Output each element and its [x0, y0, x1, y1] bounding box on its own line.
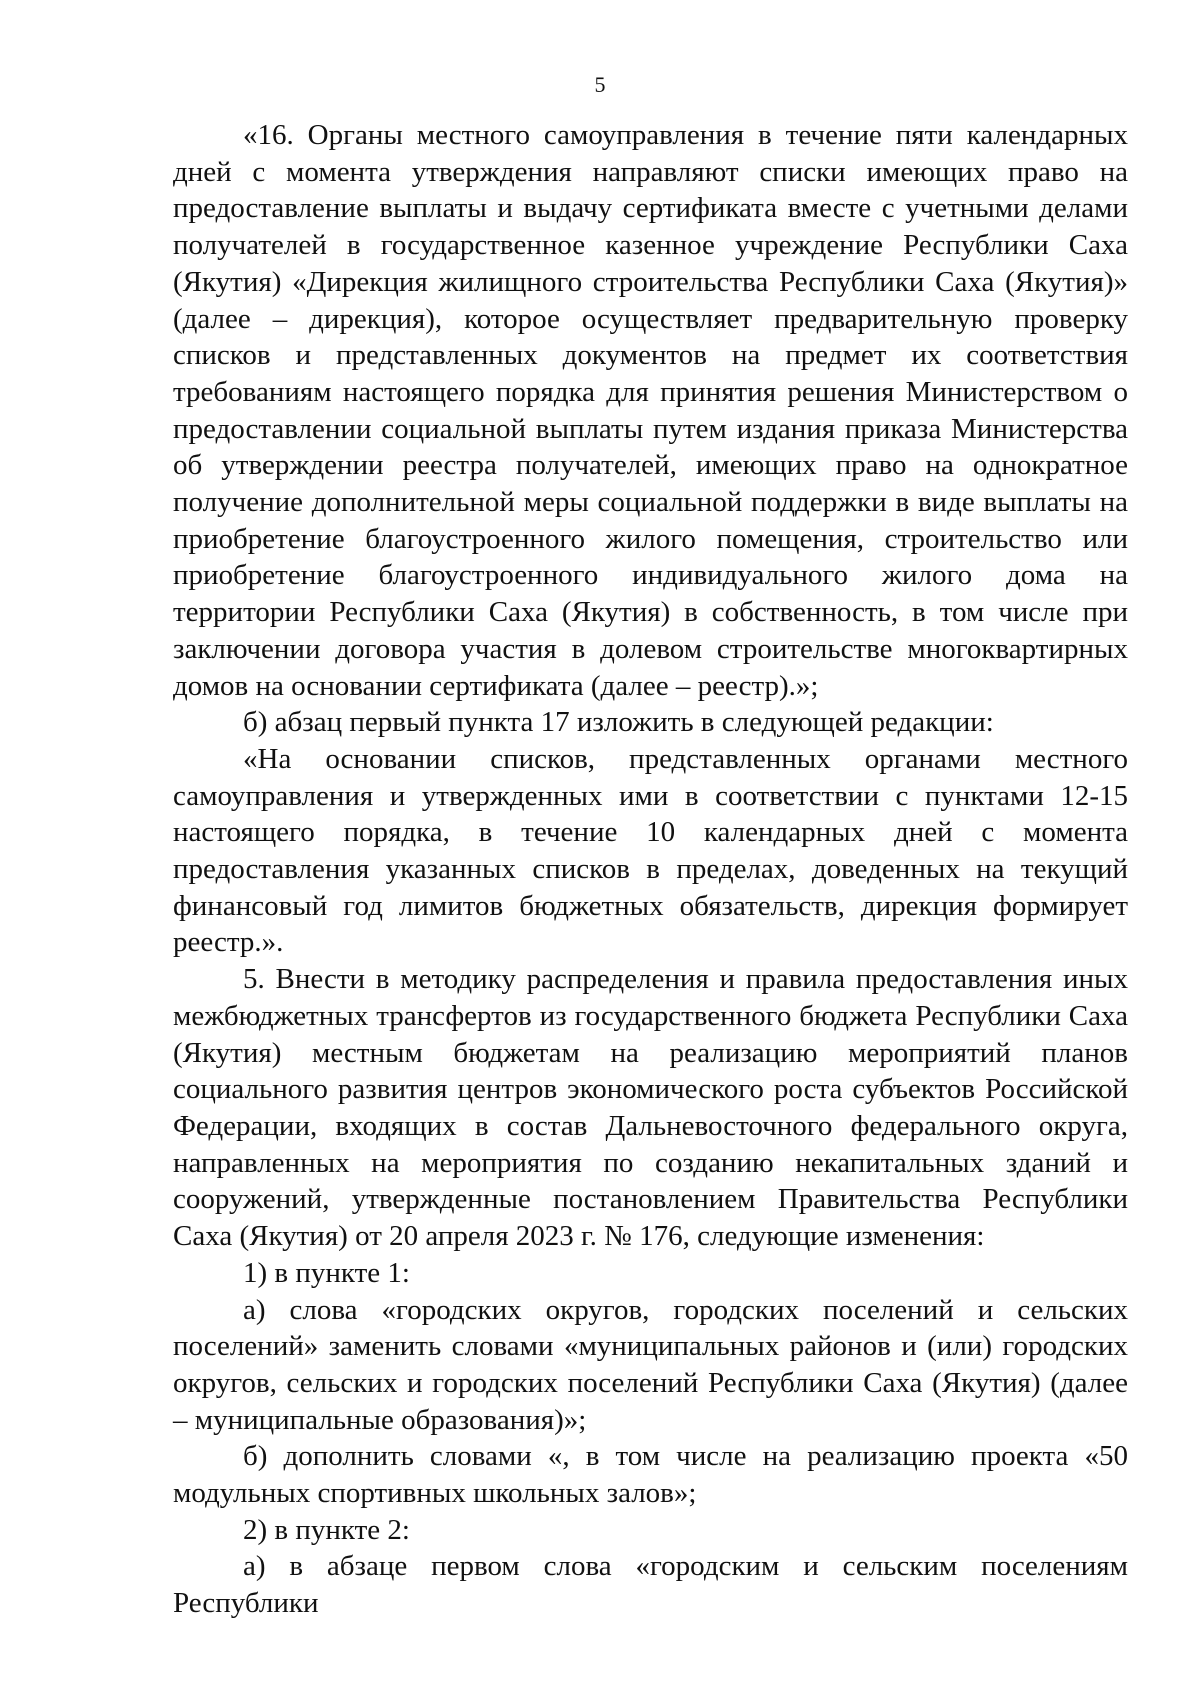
paragraph-item-16: «16. Органы местного самоуправления в течение пяти календарных дней с момента утверждения направляют списки имеющих право на предоставление выплаты и выдачу сертификата вместе с учетными делами получателей в государственное казенное учреждение Республики Саха (Якутия) «Дирекция жилищного строительства Республики Саха (Якутия)» (далее – дирекция), которое осуществляет предварительную проверку списков и представленных документов на предмет их соответствия требованиям настоящего порядка для принятия решения Министерством о предоставлении социальной выплаты путем издания приказа Министерства об утверждении реестра получателей, имеющих право на однократное получение дополнительной меры социальной поддержки в виде выплаты на приобретение благоустроенного жилого помещения, строительство или приобретение благоустроенного индивидуального жилого дома на территории Республики Саха (Якутия) в собственность, в том числе при заключении договора участия в долевом строительстве многоквартирных домов на основании сертификата (далее – реестр).»;	[173, 119, 1128, 702]
paragraph-point-1-b: б) дополнить словами «, в том числе на реализацию проекта «50 модульных спортивных школьных залов»;	[173, 1440, 1128, 1510]
document-body	[173, 117, 1128, 1622]
paragraph-subitem-b-17: б) абзац первый пункта 17 изложить в следующей редакции:	[243, 706, 994, 739]
paragraph-item-17-text: «На основании списков, представленных органами местного самоуправления и утвержденных ими в соответствии с пунктами 12-15 настоящего порядка, в течение 10 календарных дней с момента предоставления указанных списков в пределах, доведенных на текущий финансовый год лимитов бюджетных обязательств, дирекция формирует реестр.».	[173, 742, 1128, 959]
paragraph-point-2: 2) в пункте 2:	[243, 1513, 410, 1546]
paragraph-point-1-a: а) слова «городских округов, городских поселений и сельских поселений» заменить словами «муниципальных районов и (или) городских округов, сельских и городских поселений Республики Саха (Якутия) (далее – муниципальные образования)»;	[173, 1293, 1128, 1436]
paragraph-section-5: 5. Внести в методику распределения и правила предоставления иных межбюджетных трансфертов из государственного бюджета Республики Саха (Якутия) местным бюджетам на реализацию мероприятий планов социального развития центров экономического роста субъектов Российской Федерации, входящих в состав Дальневосточного федерального округа, направленных на мероприятия по созданию некапитальных зданий и сооружений, утвержденные постановлением Правительства Республики Саха (Якутия) от 20 апреля 2023 г. № 176, следующие изменения:	[173, 963, 1128, 1253]
paragraph-point-1: 1) в пункте 1:	[243, 1256, 410, 1289]
page-number: 5	[594, 72, 606, 97]
paragraph-point-2-a: а) в абзаце первом слова «городским и сельским поселениям Республики	[173, 1550, 1128, 1620]
